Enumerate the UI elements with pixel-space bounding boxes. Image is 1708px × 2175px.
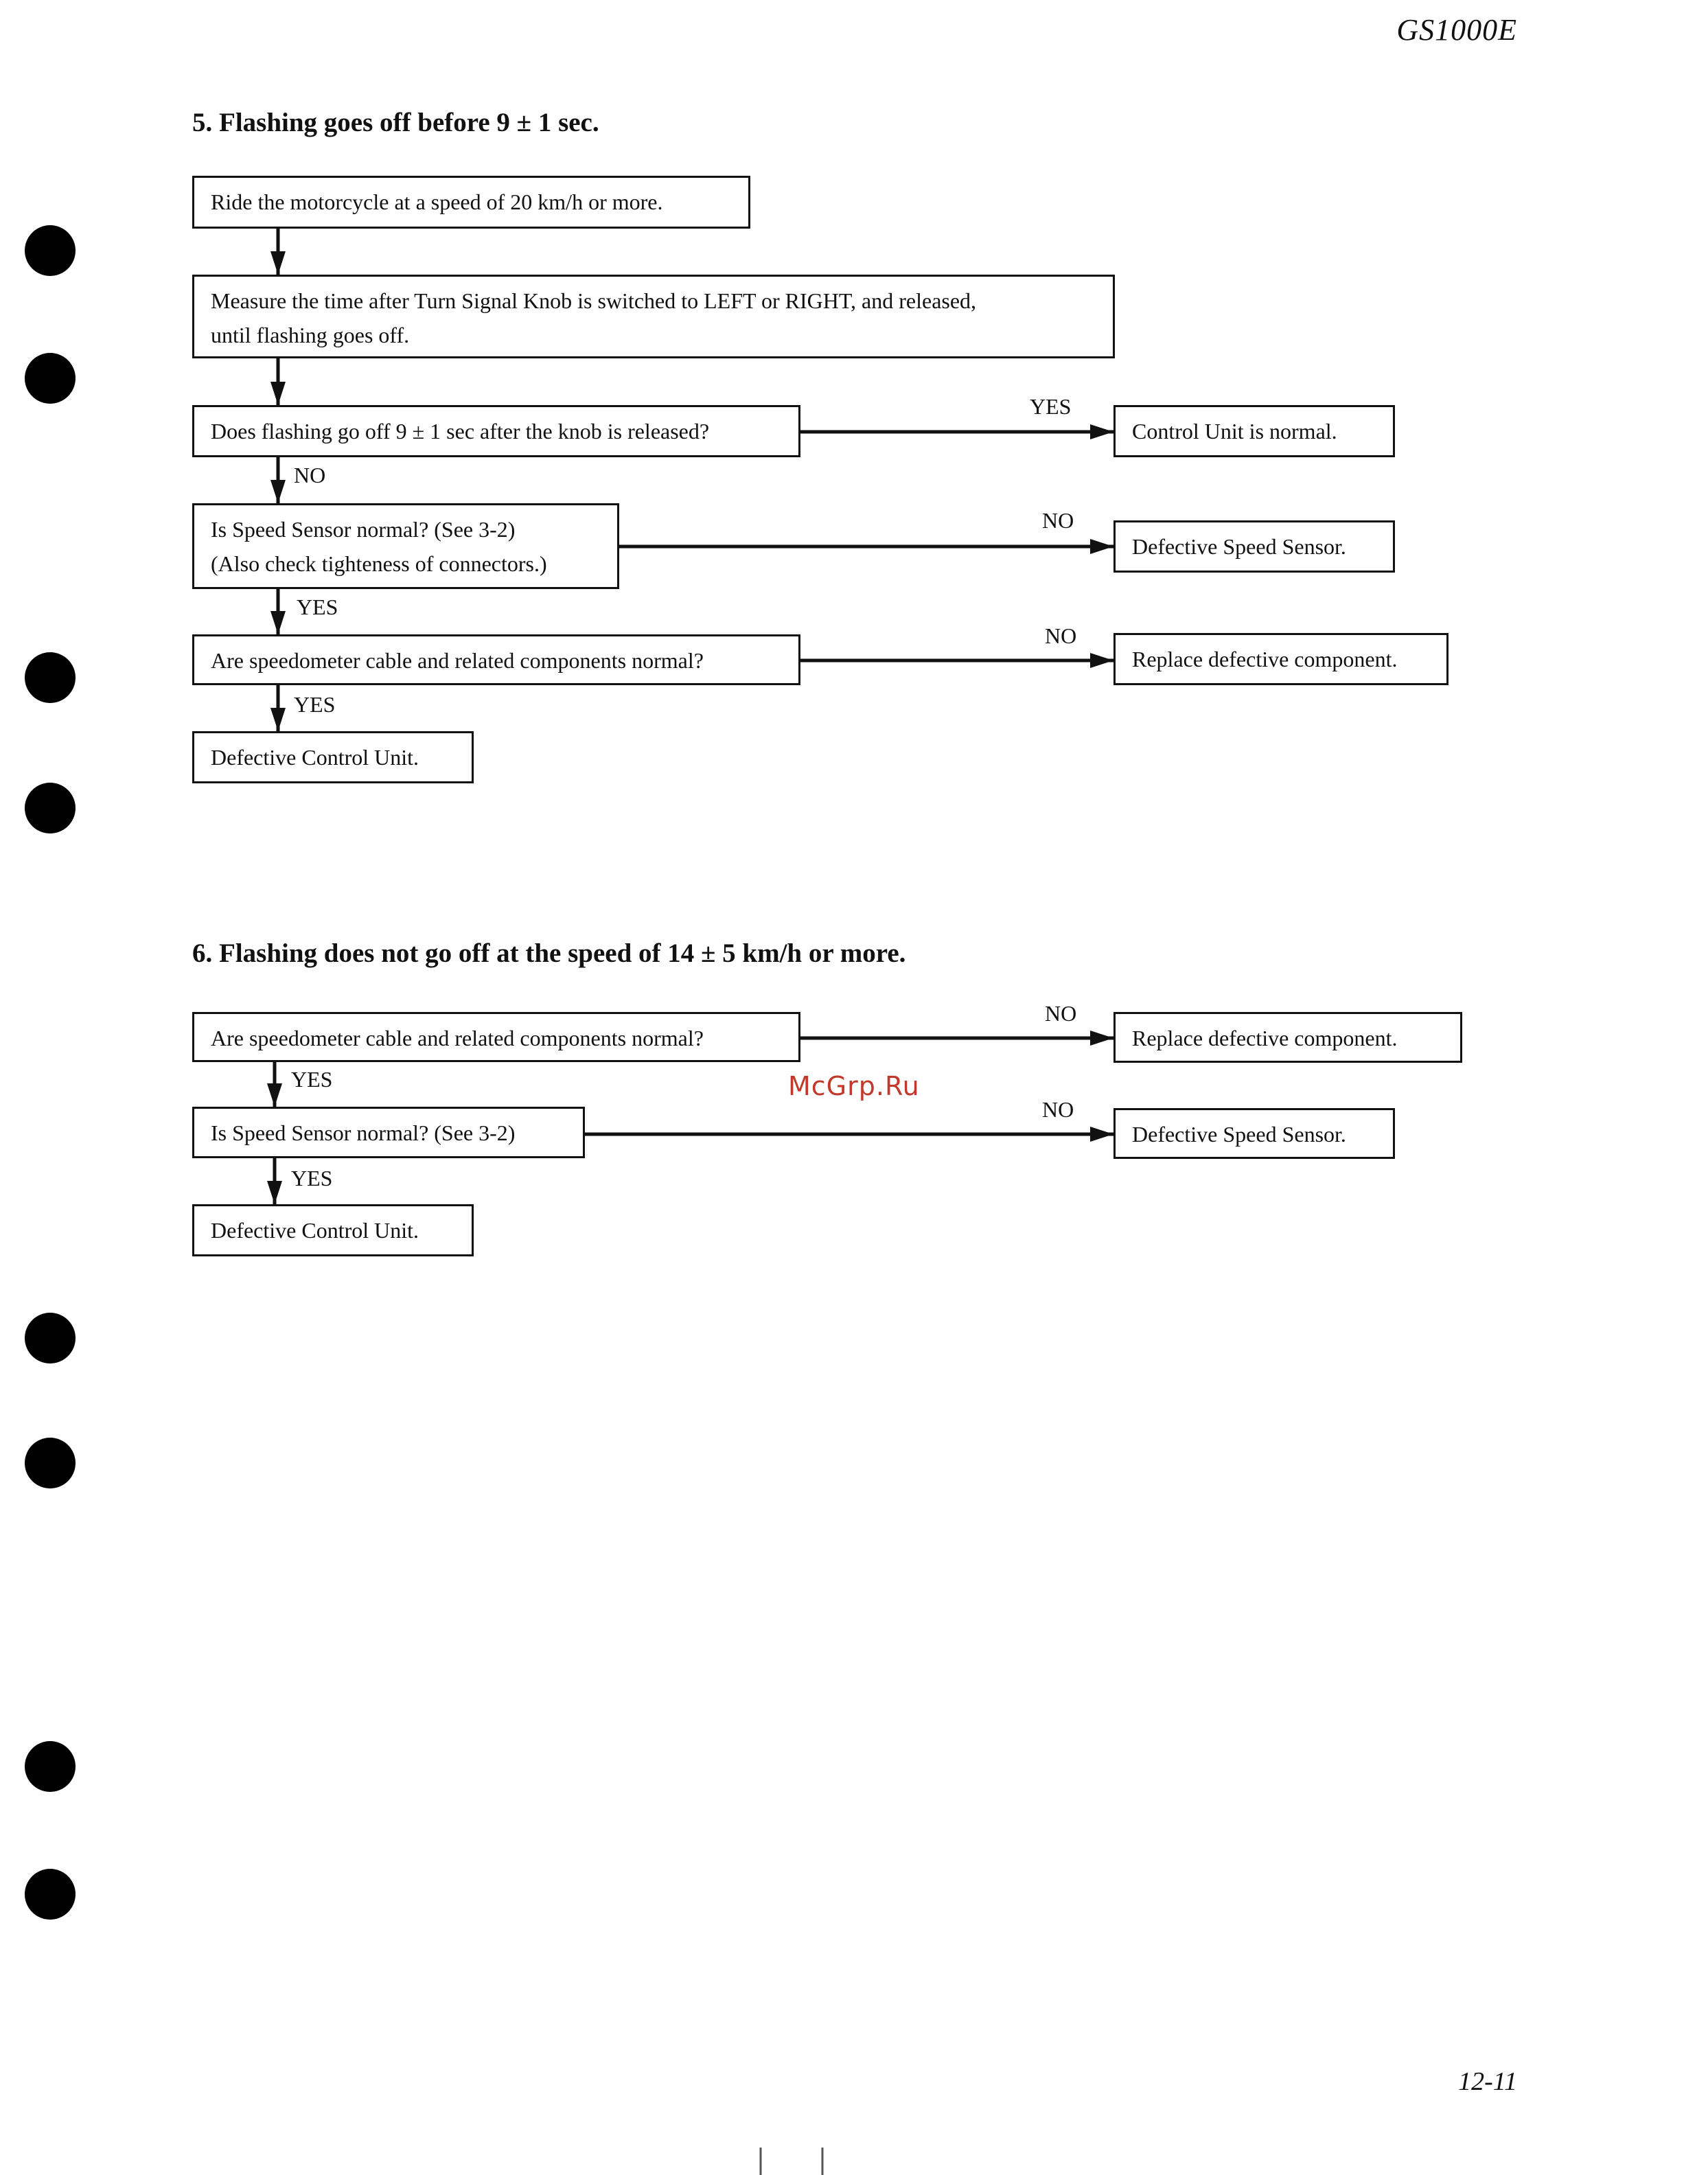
label-no: NO xyxy=(1042,1097,1074,1122)
model-code: GS1000E xyxy=(1396,13,1517,47)
label-yes: YES xyxy=(294,692,336,717)
decision-speedometer-cable: Are speedometer cable and related components normal? xyxy=(192,634,800,685)
result-defective-control-unit: Defective Control Unit. xyxy=(192,1204,474,1256)
result-defective-speed-sensor: Defective Speed Sensor. xyxy=(1113,520,1395,573)
result-replace-component: Replace defective component. xyxy=(1113,633,1449,685)
step-ride-motorcycle: Ride the motorcycle at a speed of 20 km/h or more. xyxy=(192,176,750,229)
result-defective-speed-sensor: Defective Speed Sensor. xyxy=(1113,1108,1395,1159)
label-no: NO xyxy=(1045,623,1077,648)
result-defective-control-unit: Defective Control Unit. xyxy=(192,731,474,783)
decision-speed-sensor: Is Speed Sensor normal? (See 3-2) (Also check tighteness of connectors.) xyxy=(192,503,619,589)
step-measure-time: Measure the time after Turn Signal Knob is switched to LEFT or RIGHT, and released, until flashing goes off. xyxy=(192,275,1115,358)
label-no: NO xyxy=(294,463,326,487)
label-no: NO xyxy=(1045,1001,1077,1026)
result-replace-component: Replace defective component. xyxy=(1113,1012,1462,1063)
decision-speedometer-cable: Are speedometer cable and related components normal? xyxy=(192,1012,800,1062)
label-yes: YES xyxy=(291,1166,333,1190)
section-6-title: 6. Flashing does not go off at the speed of 14 ± 5 km/h or more. xyxy=(192,939,906,968)
label-yes: YES xyxy=(291,1067,333,1092)
label-no: NO xyxy=(1042,508,1074,533)
decision-flashing-off: Does flashing go off 9 ± 1 sec after the knob is released? xyxy=(192,405,800,457)
label-yes: YES xyxy=(1030,394,1072,419)
decision-speed-sensor: Is Speed Sensor normal? (See 3-2) xyxy=(192,1107,585,1158)
watermark: McGrp.Ru xyxy=(788,1071,920,1101)
result-control-unit-normal: Control Unit is normal. xyxy=(1113,405,1395,457)
section-5-title: 5. Flashing goes off before 9 ± 1 sec. xyxy=(192,108,599,137)
label-yes: YES xyxy=(297,595,338,619)
page-number: 12-11 xyxy=(1458,2067,1517,2096)
